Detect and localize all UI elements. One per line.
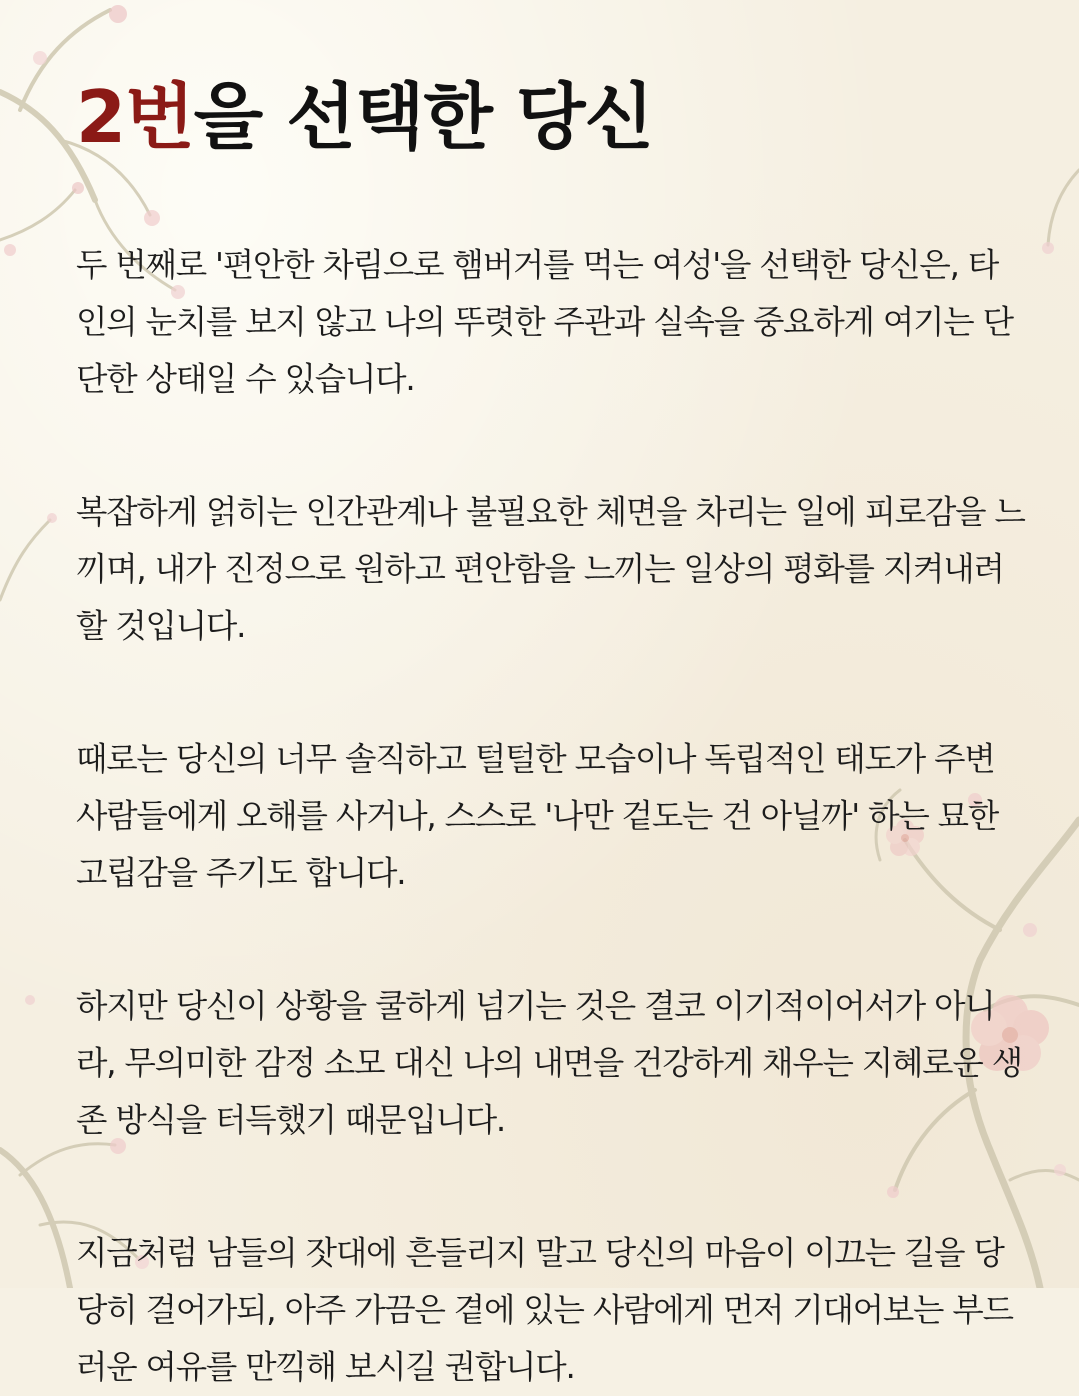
- title-rest: 을 선택한 당신: [193, 75, 654, 159]
- paragraph: 복잡하게 얽히는 인간관계나 불필요한 체면을 차리는 일에 피로감을 느끼며, 내가 진정으로 원하고 편안함을 느끼는 일상의 평화를 지켜내려 할 것입니다.: [76, 493, 1025, 645]
- paragraph: 하지만 당신이 상황을 쿨하게 넘기는 것은 결코 이기적이어서가 아니라, 무의미한 감정 소모 대신 나의 내면을 건강하게 채우는 지혜로운 생존 방식을 터득했기 때문입니다.: [76, 987, 1022, 1139]
- title-accent: 2번: [76, 75, 194, 159]
- paragraph: 지금처럼 남들의 잣대에 흔들리지 말고 당신의 마음이 이끄는 길을 당당히 걸어가되, 아주 가끔은 곁에 있는 사람에게 먼저 기대어보는 부드러운 여유를 만끽해 보시길 권합니다.: [76, 1234, 1013, 1386]
- page-title: [76, 75, 654, 159]
- paragraph: 두 번째로 '편안한 차림으로 햄버거를 먹는 여성'을 선택한 당신은, 타인의 눈치를 보지 않고 나의 뚜렷한 주관과 실속을 중요하게 여기는 단단한 상태일 수 있습니다.: [76, 246, 1013, 398]
- body-text: [76, 237, 1026, 1396]
- paragraph: 때로는 당신의 너무 솔직하고 털털한 모습이나 독립적인 태도가 주변 사람들에게 오해를 사거나, 스스로 '나만 겉도는 건 아닐까' 하는 묘한 고립감을 주기도 합니다.: [76, 740, 999, 892]
